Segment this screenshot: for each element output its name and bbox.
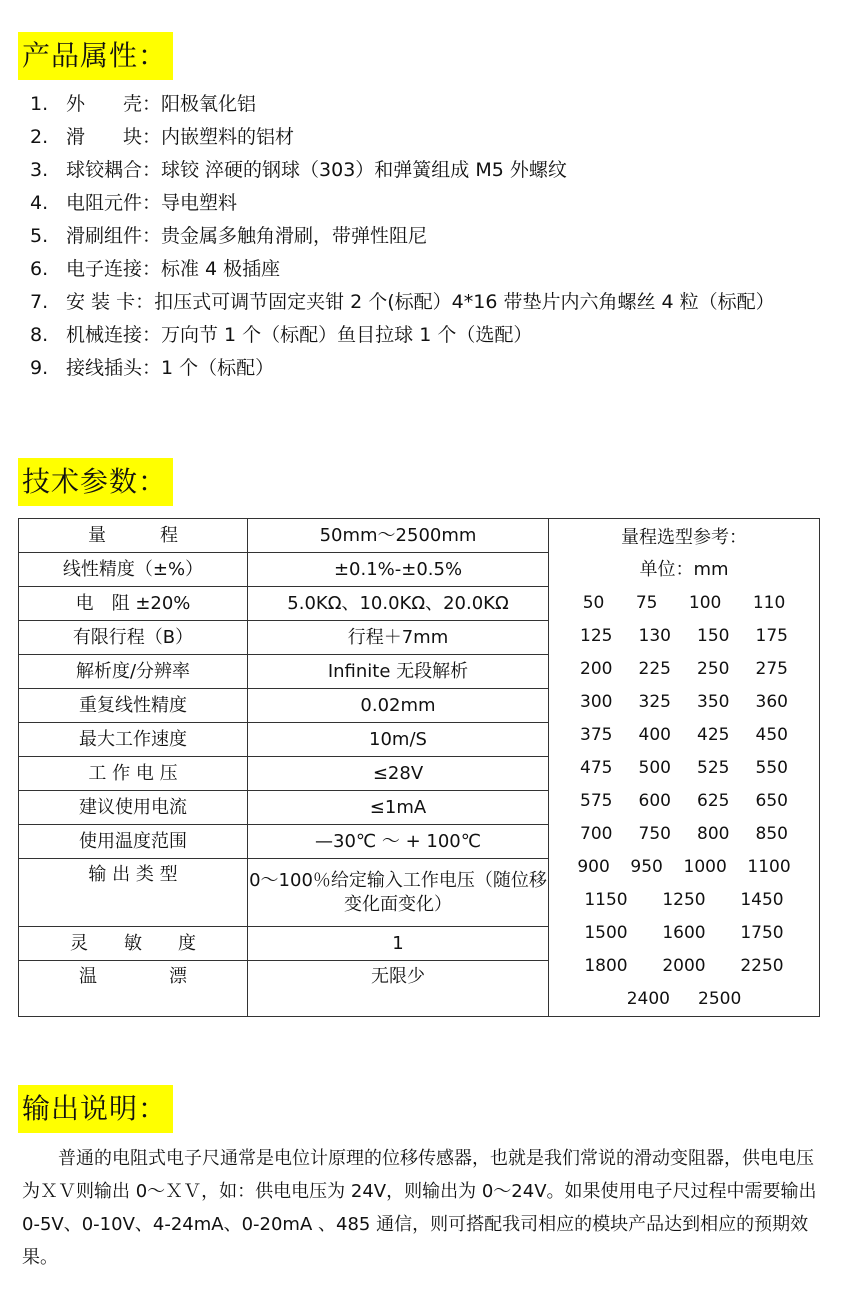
reference-row bbox=[549, 818, 819, 851]
property-item bbox=[30, 121, 775, 154]
product-properties-list bbox=[30, 88, 775, 385]
reference-value: 475 bbox=[580, 758, 613, 778]
reference-value: 1250 bbox=[662, 890, 706, 910]
property-item-text: 滑刷组件：贵金属多触角滑刷，带弹性阻尼 bbox=[66, 225, 428, 247]
reference-value: 625 bbox=[697, 791, 730, 811]
property-item-number: 9. bbox=[30, 357, 49, 379]
spec-value: 10m/S bbox=[248, 723, 549, 757]
property-item bbox=[30, 253, 775, 286]
property-item-number: 1. bbox=[30, 93, 49, 115]
reference-value: 2000 bbox=[662, 956, 706, 976]
property-item-number: 3. bbox=[30, 159, 49, 181]
reference-value: 125 bbox=[580, 626, 613, 646]
reference-unit: 单位：mm bbox=[639, 559, 729, 580]
reference-value: 150 bbox=[697, 626, 730, 646]
property-item-number: 2. bbox=[30, 126, 49, 148]
reference-value: 1450 bbox=[740, 890, 784, 910]
spec-label: 重复线性精度 bbox=[19, 689, 248, 723]
reference-value: 1600 bbox=[662, 923, 706, 943]
spec-value: ≤28V bbox=[248, 757, 549, 791]
reference-title: 量程选型参考： bbox=[621, 527, 747, 548]
spec-value: 行程＋7mm bbox=[248, 621, 549, 655]
spec-value: 无限少 bbox=[248, 961, 549, 1017]
reference-value: 525 bbox=[697, 758, 730, 778]
spec-label: 最大工作速度 bbox=[19, 723, 248, 757]
spec-label: 线性精度（±%） bbox=[19, 553, 248, 587]
reference-value: 360 bbox=[755, 692, 788, 712]
reference-value: 425 bbox=[697, 725, 730, 745]
reference-value: 850 bbox=[755, 824, 788, 844]
spec-label: 使用温度范围 bbox=[19, 825, 248, 859]
reference-value: 1000 bbox=[683, 857, 727, 877]
property-item bbox=[30, 220, 775, 253]
section-heading-technical-parameters: 技术参数： bbox=[18, 458, 173, 506]
reference-row bbox=[549, 653, 819, 686]
output-description-paragraph: 普通的电阻式电子尺通常是电位计原理的位移传感器，也就是我们常说的滑动变阻器，供电电压为ＸＶ则输出 0～ＸＶ，如：供电电压为 24V，则输出为 0～24V。如果使用电子尺过程中需要输出 0-5V、0-10V、4-24mA、0-20mA 、485 通信，则可搭配我司相应的模块产品达到相应的预期效果。 bbox=[22, 1148, 817, 1268]
spec-label: 输 出 类 型 bbox=[19, 859, 248, 927]
reference-row bbox=[549, 785, 819, 818]
reference-value: 2400 bbox=[626, 989, 670, 1009]
property-item-text: 电阻元件：导电塑料 bbox=[66, 192, 238, 214]
reference-value: 250 bbox=[697, 659, 730, 679]
reference-value: 750 bbox=[638, 824, 671, 844]
property-item-number: 6. bbox=[30, 258, 49, 280]
spec-label: 工 作 电 压 bbox=[19, 757, 248, 791]
reference-row bbox=[549, 719, 819, 752]
reference-value: 200 bbox=[580, 659, 613, 679]
reference-value: 1150 bbox=[584, 890, 628, 910]
spec-label: 有限行程（B） bbox=[19, 621, 248, 655]
reference-value: 375 bbox=[580, 725, 613, 745]
reference-value: 100 bbox=[688, 593, 722, 613]
spec-value: 5.0KΩ、10.0KΩ、20.0KΩ bbox=[248, 587, 549, 621]
reference-value: 175 bbox=[755, 626, 788, 646]
reference-value: 1100 bbox=[747, 857, 791, 877]
range-selection-reference bbox=[549, 519, 820, 1017]
property-item bbox=[30, 88, 775, 121]
spec-value: —30℃ ～ + 100℃ bbox=[248, 825, 549, 859]
reference-value: 1750 bbox=[740, 923, 784, 943]
property-item-text: 接线插头：1 个（标配） bbox=[66, 357, 275, 379]
spec-value: 0～100％给定输入工作电压（随位移变化面变化） bbox=[248, 859, 549, 927]
reference-value: 2250 bbox=[740, 956, 784, 976]
spec-label: 建议使用电流 bbox=[19, 791, 248, 825]
spec-label: 灵 敏 度 bbox=[19, 927, 248, 961]
technical-parameters-table bbox=[18, 518, 820, 1017]
property-item-text: 机械连接：万向节 1 个（标配）鱼目拉球 1 个（选配） bbox=[66, 324, 533, 346]
spec-value: 50mm～2500mm bbox=[248, 519, 549, 553]
reference-value: 1800 bbox=[584, 956, 628, 976]
reference-value: 600 bbox=[638, 791, 671, 811]
reference-value: 450 bbox=[755, 725, 788, 745]
spec-value: ≤1mA bbox=[248, 791, 549, 825]
reference-row bbox=[549, 851, 819, 884]
reference-value: 500 bbox=[638, 758, 671, 778]
spec-label: 温 漂 bbox=[19, 961, 248, 1017]
reference-row bbox=[549, 752, 819, 785]
reference-value: 550 bbox=[755, 758, 788, 778]
reference-value: 575 bbox=[580, 791, 613, 811]
reference-row bbox=[549, 620, 819, 653]
property-item-text: 外 壳：阳极氧化铝 bbox=[66, 93, 257, 115]
reference-value: 400 bbox=[638, 725, 671, 745]
spec-value: 1 bbox=[248, 927, 549, 961]
section-heading-product-properties: 产品属性： bbox=[18, 32, 173, 80]
reference-row bbox=[549, 917, 819, 950]
property-item-number: 8. bbox=[30, 324, 49, 346]
reference-value: 110 bbox=[752, 593, 786, 613]
spec-label: 电 阻 ±20% bbox=[19, 587, 248, 621]
property-item-text: 电子连接：标准 4 极插座 bbox=[66, 258, 281, 280]
reference-value: 130 bbox=[638, 626, 671, 646]
reference-row bbox=[549, 950, 819, 983]
property-item bbox=[30, 187, 775, 220]
reference-value: 350 bbox=[697, 692, 730, 712]
reference-value: 300 bbox=[580, 692, 613, 712]
property-item bbox=[30, 319, 775, 352]
reference-value: 800 bbox=[697, 824, 730, 844]
reference-row bbox=[549, 983, 819, 1016]
property-item bbox=[30, 286, 775, 319]
property-item-number: 5. bbox=[30, 225, 49, 247]
reference-row bbox=[549, 884, 819, 917]
reference-value: 2500 bbox=[698, 989, 742, 1009]
reference-value: 275 bbox=[755, 659, 788, 679]
property-item-number: 4. bbox=[30, 192, 49, 214]
spec-row bbox=[19, 519, 820, 553]
reference-value: 50 bbox=[582, 593, 605, 613]
spec-value: 0.02mm bbox=[248, 689, 549, 723]
reference-row bbox=[549, 686, 819, 719]
property-item-text: 安 装 卡：扣压式可调节固定夹钳 2 个(标配）4*16 带垫片内六角螺丝 4 粒（标配） bbox=[66, 291, 775, 313]
reference-value: 650 bbox=[755, 791, 788, 811]
reference-row bbox=[549, 587, 819, 620]
spec-value: ±0.1%-±0.5% bbox=[248, 553, 549, 587]
reference-value: 225 bbox=[638, 659, 671, 679]
property-item-number: 7. bbox=[30, 291, 49, 313]
property-item-text: 滑 块：内嵌塑料的铝材 bbox=[66, 126, 295, 148]
reference-value: 900 bbox=[577, 857, 610, 877]
section-heading-output-description: 输出说明： bbox=[18, 1085, 173, 1133]
spec-label: 解析度/分辨率 bbox=[19, 655, 248, 689]
property-item bbox=[30, 352, 775, 385]
reference-value: 700 bbox=[580, 824, 613, 844]
reference-value: 950 bbox=[630, 857, 663, 877]
property-item-text: 球铰耦合：球铰 淬硬的钢球（303）和弹簧组成 M5 外螺纹 bbox=[66, 159, 567, 181]
spec-value: Infinite 无段解析 bbox=[248, 655, 549, 689]
property-item bbox=[30, 154, 775, 187]
reference-value: 75 bbox=[635, 593, 658, 613]
reference-value: 1500 bbox=[584, 923, 628, 943]
spec-label: 量 程 bbox=[19, 519, 248, 553]
reference-value: 325 bbox=[638, 692, 671, 712]
